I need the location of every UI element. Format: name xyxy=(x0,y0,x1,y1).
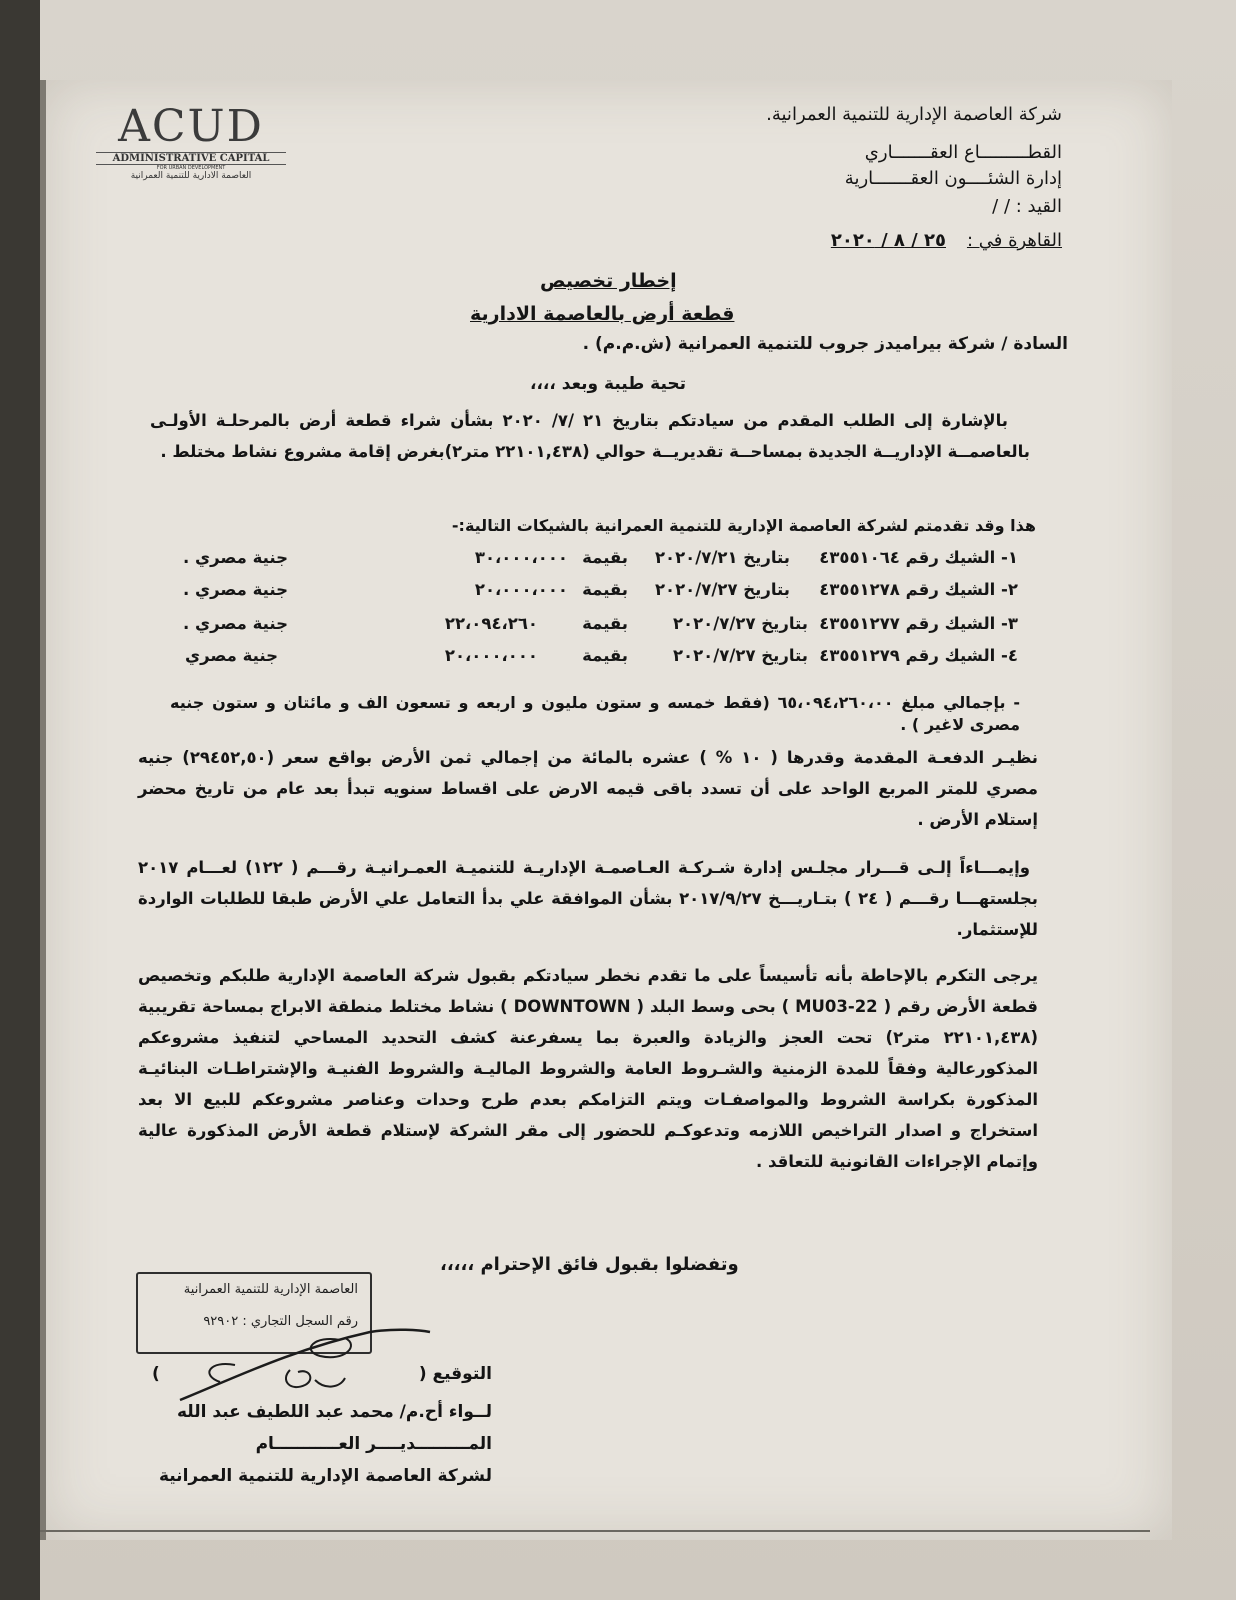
cheque-date: بتاريخ ٢٠٢٠/٧/٢٧ xyxy=(654,580,790,599)
bottom-rule xyxy=(40,1530,1150,1532)
logo-english-subtitle: FOR URBAN DEVELOPMENT xyxy=(156,165,226,171)
header-registry: القيد : / / xyxy=(992,196,1062,217)
signature-close-paren: ) xyxy=(152,1364,160,1384)
cheque-date: بتاريخ ٢٠٢٠/٧/٢١ xyxy=(654,548,790,567)
page-edge xyxy=(40,80,46,1540)
cheque-number: ٤- الشيك رقم ٤٣٥٥١٢٧٩ xyxy=(819,646,1018,665)
cheque-amount: ٢٢،٠٩٤،٢٦٠ xyxy=(444,614,538,633)
greeting: تحية طيبة وبعد ،،،، xyxy=(530,374,687,394)
cheque-amount-label: بقيمة xyxy=(582,614,628,633)
logo-mark: ACUD xyxy=(118,101,264,152)
notice-subtitle: قطعة أرض بالعاصمة الادارية xyxy=(470,303,735,325)
cheque-amount: ٣٠،٠٠٠،٠٠٠ xyxy=(474,548,568,567)
header-sector: القطـــــــــاع العقـــــــاري xyxy=(864,142,1062,163)
cheque-number: ٢- الشيك رقم ٤٣٥٥١٢٧٨ xyxy=(819,580,1018,599)
cheque-currency: جنية مصري xyxy=(185,646,278,665)
cheque-date: بتاريخ ٢٠٢٠/٧/٢٧ xyxy=(672,646,808,665)
header-date-value: ٢٥ / ٨ / ٢٠٢٠ xyxy=(830,230,946,251)
header-date-label: القاهرة في : xyxy=(966,230,1062,251)
logo-arabic-name: العاصمة الادارية للتنمية العمرانية xyxy=(130,171,252,181)
signatory-name: لــواء أح.م/ محمد عبد اللطيف عبد الله xyxy=(177,1402,492,1422)
acud-logo xyxy=(96,101,286,186)
cheque-amount: ٢٠،٠٠٠،٠٠٠ xyxy=(474,580,568,599)
cheque-amount-label: بقيمة xyxy=(582,548,628,567)
stamp-registry-number: رقم السجل التجاري : ٩٢٩٠٢ xyxy=(203,1314,358,1329)
stamp-company-name: العاصمة الإدارية للتنمية العمرانية xyxy=(183,1282,358,1297)
cheque-amount: ٢٠،٠٠٠،٠٠٠ xyxy=(444,646,538,665)
cheque-date: بتاريخ ٢٠٢٠/٧/٢٧ xyxy=(672,614,808,633)
signature-label-row xyxy=(132,1364,492,1384)
header-department: إدارة الشئــــون العقـــــــارية xyxy=(844,168,1062,189)
logo-english-name: ADMINISTRATIVE CAPITAL xyxy=(96,152,286,165)
cheque-currency: جنية مصري . xyxy=(183,580,288,599)
paragraph-down-payment: نظيـر الدفعـة المقدمة وقدرها ( ١٠ % ) عشره بالمائة من إجمالي ثمن الأرض بواقع سعر (٢٩٤٥٢,٥٠) جنيه مصري للمتر المربع الواحد على أن تسدد باقى قيمه الارض على اقساط سنويه تبدأ بعد عام من تاريخ محضر إستلام الأرض . xyxy=(138,748,1039,829)
cheques-intro: هذا وقد تقدمتم لشركة العاصمة الإدارية للتنمية العمرانية بالشيكات التالية:- xyxy=(451,516,1036,535)
scan-left-edge xyxy=(0,0,40,1600)
signature-label: التوقيع ( xyxy=(418,1364,492,1384)
header-company: شركة العاصمة الإدارية للتنمية العمرانية. xyxy=(766,104,1062,125)
signatory-organization: لشركة العاصمة الإدارية للتنمية العمرانية xyxy=(158,1466,492,1486)
cheque-amount-label: بقيمة xyxy=(582,580,628,599)
paragraph-board-decision: وإيمـــاءاً إلـى قـــرار مجلـس إدارة شـركـة العـاصمـة الإداريـة للتنميـة العمـرانيـة رقـــم ( ١٢٢) لعـــام ٢٠١٧ بجلستهـــا رقـــم ( ٢٤ ) بتـاريـــخ ٢٠١٧/٩/٢٧ بشأن الموافقة علي بدأ التعامل علي الأرض طبقا للطلبات الواردة للإستثمار. xyxy=(138,858,1038,939)
paragraph-request: بالإشارة إلى الطلب المقدم من سيادتكم بتاريخ ٢١ /٧/ ٢٠٢٠ بشأن شراء قطعة أرض بالمرحلـة الأولـى بالعاصمــة الإداريــة الجديدة بمساحــة تقديريــة حوالي (٢٢١٠١,٤٣٨ متر٢)بغرض إقامة مشروع نشاط مختلط . xyxy=(150,411,1030,461)
cheque-row xyxy=(178,614,1018,642)
cheque-number: ١- الشيك رقم ٤٣٥٥١٠٦٤ xyxy=(819,548,1018,567)
cheque-row xyxy=(178,580,1018,608)
cheque-row xyxy=(178,646,1018,674)
paragraph-allocation: يرجى التكرم بالإحاطة بأنه تأسيساً على ما تقدم نخطر سيادتكم بقبول شركة العاصمة الإدارية طلبكم وتخصيص قطعة الأرض رقم ( MU03-22 ) بحى وسط البلد ( DOWNTOWN ) نشاط مختلط منطقة الابراج بمساحة تقريبية (٢٢١٠١,٤٣٨ متر٢) تحت العجز والزيادة والعبرة بما يسفرعنة كشف التحديد المساحي لتنفيذ مشروعكم المذكورعالية وفقاً للمدة الزمنية والشـروط العامة والشروط الماليـة والشروط الفنيـة والإشتراطـات البنائيـة المذكورة بكراسة الشروط والمواصفـات ويتم التزامكم بعدم طرح وحدات وعناصر مشروعكم للبيع الا بعد استخراج و اصدار التراخيص اللازمه وتدعوكـم للحضور إلى مقر الشركة لإستلام قطعة الأرض المذكورة عالية وإتمام الإجراءات القانونية للتعاقد . xyxy=(138,966,1038,1171)
closing-salutation: وتفضلوا بقبول فائق الإحترام ،،،،، xyxy=(440,1254,739,1275)
addressee: السادة / شركة بيراميدز جروب للتنمية العمرانية (ش.م.م) . xyxy=(582,334,1068,354)
cheque-amount-label: بقيمة xyxy=(582,646,628,665)
cheque-currency: جنية مصري . xyxy=(183,614,288,633)
notice-title: إخطار تخصيص xyxy=(540,270,677,292)
total-amount: - بإجمالي مبلغ ٦٥،٠٩٤،٢٦٠،٠٠ (فقط خمسه و ستون مليون و اربعه و تسعون الف و مائتان و ستون جنيه مصرى لاغير ) . xyxy=(170,693,1020,734)
cheque-number: ٣- الشيك رقم ٤٣٥٥١٢٧٧ xyxy=(819,614,1018,633)
signatory-title: المـــــــــديــــر العـــــــــــام xyxy=(255,1434,492,1454)
cheque-currency: جنية مصري . xyxy=(183,548,288,567)
cheque-row xyxy=(178,548,1018,576)
